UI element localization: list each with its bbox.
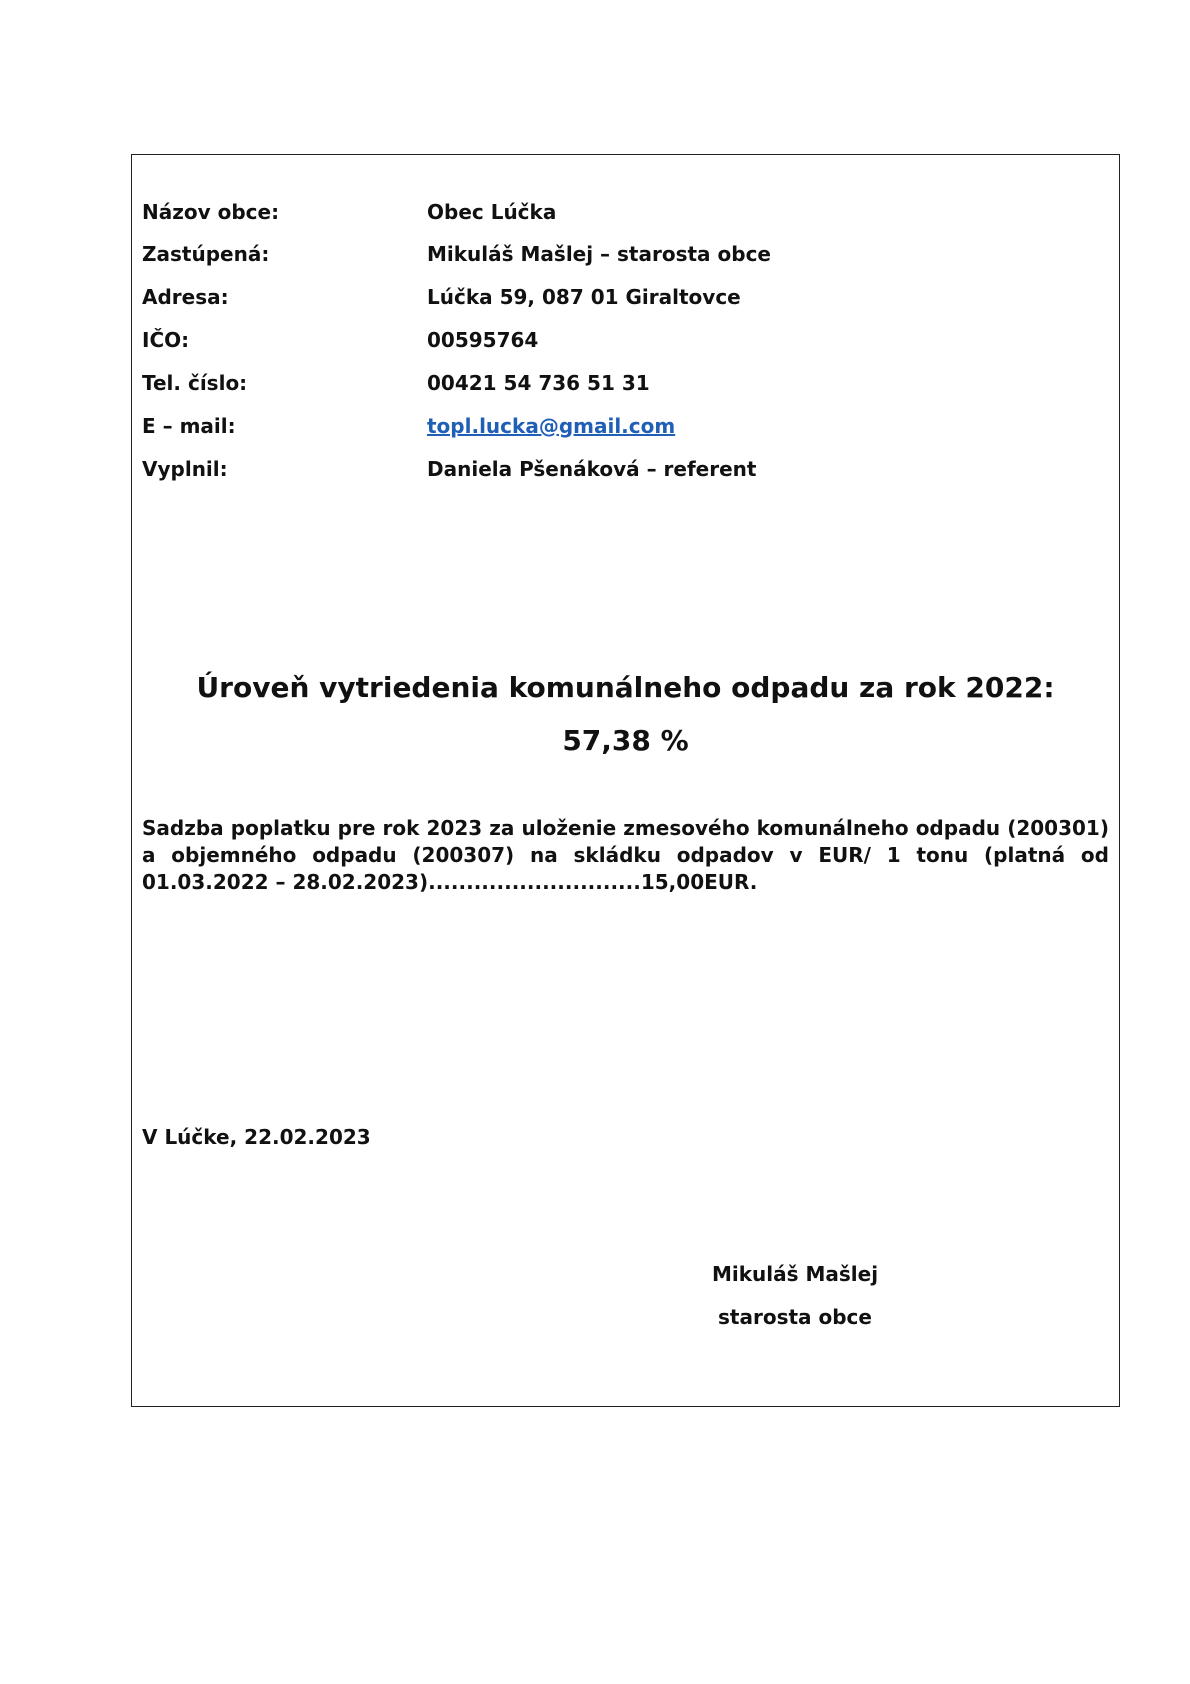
phone-value: 00421 54 736 51 31 (427, 371, 650, 395)
ico-value: 00595764 (427, 328, 539, 352)
email-label: E – mail: (142, 414, 236, 438)
filled-by-label: Vyplnil: (142, 457, 228, 481)
place-date: V Lúčke, 22.02.2023 (142, 1125, 371, 1149)
email-link[interactable]: topl.lucka@gmail.com (427, 414, 676, 438)
sorting-level-percentage: 57,38 % (562, 724, 689, 757)
email-value (427, 413, 675, 439)
phone-label: Tel. číslo: (142, 371, 248, 395)
municipality-value: Obec Lúčka (427, 200, 557, 224)
address-value: Lúčka 59, 087 01 Giraltovce (427, 285, 741, 309)
represented-by-value: Mikuláš Mašlej – starosta obce (427, 242, 771, 266)
filled-by-value: Daniela Pšenáková – referent (427, 457, 757, 481)
fee-paragraph: Sadzba poplatku pre rok 2023 za uloženie zmesového komunálneho odpadu (200301) a objemného odpadu (200307) na skládku odpadov v EUR/ 1 tonu (platná od 01.03.2022 – 28.02.2023)............................15,00EUR. (142, 816, 1109, 894)
document-frame (131, 154, 1120, 1407)
ico-label: IČO: (142, 328, 190, 352)
address-label: Adresa: (142, 285, 229, 309)
represented-by-label: Zastúpená: (142, 242, 270, 266)
municipality-label: Názov obce: (142, 200, 280, 224)
sorting-level-title: Úroveň vytriedenia komunálneho odpadu za rok 2022: (196, 671, 1055, 704)
signatory-name: Mikuláš Mašlej (711, 1262, 879, 1286)
signatory-title: starosta obce (718, 1305, 872, 1329)
